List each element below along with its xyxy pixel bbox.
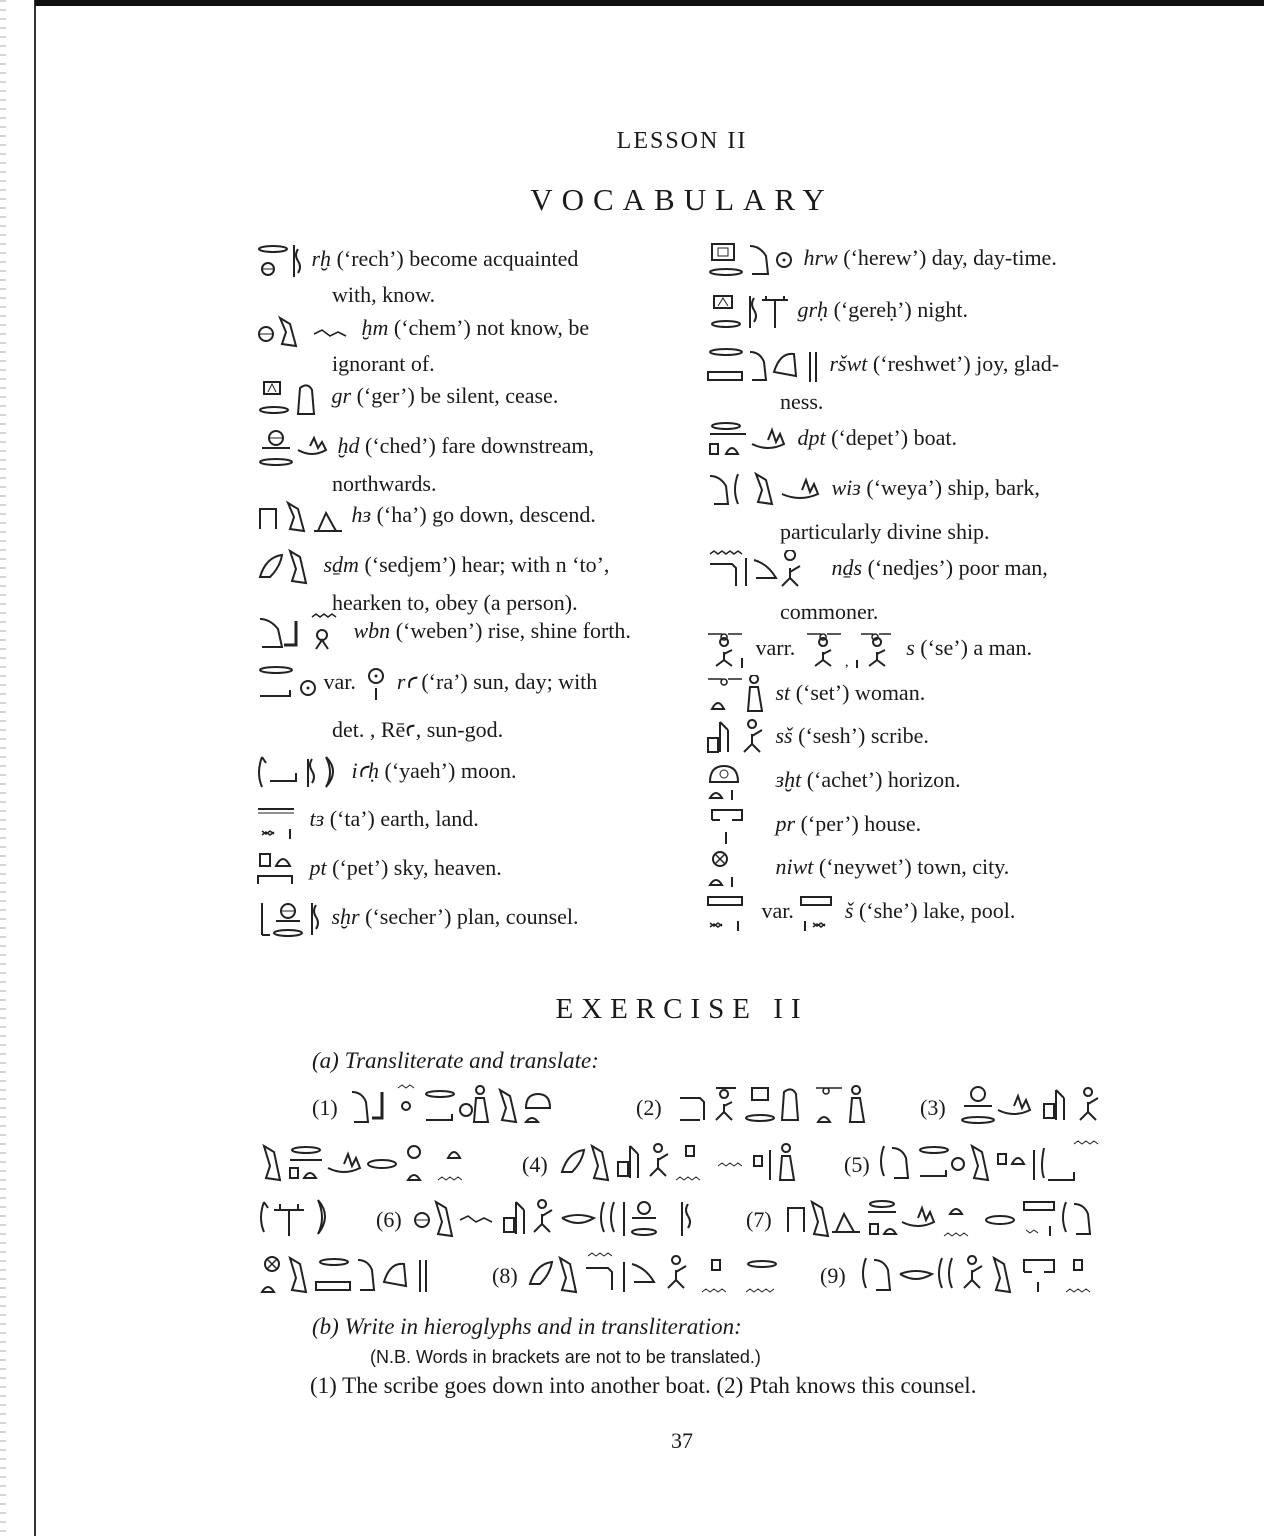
hieroglyph-pr-icon: [706, 806, 770, 846]
vocab-entry-rh: [256, 243, 661, 311]
translit: š: [844, 898, 854, 924]
gloss: (‘ta’) earth, land.: [329, 806, 479, 832]
vocab-entry-hm: [256, 312, 661, 380]
hieroglyph-she-icon: [706, 893, 756, 933]
vocab-entry-ta: [256, 801, 666, 841]
hieroglyph-hm-icon: [256, 312, 356, 348]
hieroglyph-wia-icon: [706, 470, 826, 510]
hieroglyph-sentence-2-icon: [676, 1084, 886, 1128]
vocab-entry-wbn: [256, 613, 666, 653]
label-a: (a): [312, 1048, 339, 1073]
translit: rꜥ: [396, 669, 416, 695]
translit: pr: [775, 811, 796, 837]
gloss-cont: with, know.: [332, 282, 436, 307]
sentence-number-8: (8): [492, 1263, 518, 1288]
vocab-entry-dpt: [706, 420, 1116, 460]
svg-text:,: ,: [844, 655, 849, 670]
translit: hrw: [803, 245, 838, 271]
gloss-cont: commoner.: [780, 599, 879, 624]
gloss-cont: ignorant of.: [332, 351, 435, 376]
hieroglyph-ta-icon: [256, 801, 304, 841]
man-variant-icon: [801, 630, 901, 670]
gloss-cont: det. , Rēꜥ, sun-god.: [332, 717, 504, 742]
sentence-number-3: (3): [920, 1095, 946, 1120]
gloss-cont: hearken to, obey (a person).: [332, 590, 578, 615]
sentence-number-9: (9): [820, 1263, 846, 1288]
translit: sš: [775, 723, 793, 749]
hieroglyph-hd-icon: [256, 428, 332, 468]
hieroglyph-sdm-icon: [256, 547, 318, 587]
gloss: (‘nedjes’) poor man,: [867, 555, 1048, 581]
hieroglyph-line-3a-icon: [258, 1196, 348, 1242]
hieroglyph-sentence-3-icon: [958, 1084, 1118, 1128]
hieroglyph-ss-icon: [706, 718, 770, 758]
gloss: (‘se’) a man.: [920, 635, 1033, 661]
hieroglyph-iah-icon: [256, 753, 346, 793]
gloss: (‘reshwet’) joy, glad-: [872, 351, 1060, 377]
gloss: (‘sedjem’) hear; with n ‘to’,: [364, 552, 610, 578]
vocab-entry-shr: [256, 899, 666, 939]
translit: niwt: [775, 854, 814, 880]
gloss: (‘she’) lake, pool.: [858, 898, 1016, 924]
gloss: (‘ched’) fare downstream,: [365, 433, 595, 459]
translit: grḥ: [797, 297, 829, 323]
hieroglyph-line-2a-icon: [258, 1140, 488, 1186]
vocab-entry-sdm: [256, 547, 666, 619]
gloss: (‘yaeh’) moon.: [384, 758, 517, 784]
sentence-number-7: (7): [746, 1207, 772, 1232]
vocab-entry-aht: [706, 762, 1116, 802]
translit: tɜ: [309, 806, 325, 832]
sentence-number-6: (6): [376, 1207, 402, 1232]
translit: dpt: [797, 425, 826, 451]
vocab-entry-hd: [256, 428, 661, 500]
translit: ršwt: [829, 351, 868, 377]
sentence-number-1: (1): [312, 1095, 338, 1120]
hieroglyph-rswt-icon: [706, 346, 824, 386]
gloss: (‘per’) house.: [800, 811, 922, 837]
hieroglyph-gr-icon: [256, 380, 326, 416]
vocab-entry-ss: [706, 718, 1116, 758]
hieroglyph-wbn-icon: [256, 613, 348, 653]
vocab-entry-wia: [706, 470, 1116, 548]
translit: ḫm: [361, 315, 389, 341]
hieroglyph-sentence-7-icon: [784, 1196, 1110, 1242]
hieroglyph-st-icon: [706, 675, 770, 715]
gloss: (‘weben’) rise, shine forth.: [395, 618, 631, 644]
vocab-entry-she: [706, 893, 1116, 933]
translit: ḫd: [337, 433, 360, 459]
translit: wbn: [353, 618, 391, 644]
hieroglyph-sentence-1-icon: [346, 1084, 596, 1128]
sentence-number-2: (2): [636, 1095, 662, 1120]
translit: gr: [331, 383, 352, 409]
var-label: var.: [323, 669, 356, 695]
nb-note: (N.B. Words in brackets are not to be translated.): [370, 1347, 761, 1367]
hieroglyph-sentence-4-icon: [558, 1140, 818, 1186]
hieroglyph-nds-icon: [706, 550, 826, 590]
translit: nḏs: [831, 555, 863, 581]
sun-disk-icon: [361, 664, 391, 704]
gloss: (‘pet’) sky, heaven.: [332, 855, 502, 881]
hieroglyph-rh-icon: [256, 243, 306, 279]
gloss: (‘achet’) horizon.: [806, 767, 961, 793]
page-edge: [0, 0, 6, 1536]
gloss: (‘chem’) not know, be: [393, 315, 590, 341]
hieroglyph-grh-icon: [706, 292, 792, 332]
page-number: 37: [671, 1428, 693, 1453]
hieroglyph-dpt-icon: [706, 420, 792, 460]
hieroglyph-shr-icon: [256, 899, 326, 939]
vocab-entry-pt: [256, 850, 666, 890]
gloss-cont: particularly divine ship.: [780, 519, 990, 544]
hieroglyph-sentence-6-icon: [412, 1196, 702, 1242]
label-b: (b): [312, 1314, 339, 1339]
var-label: var.: [761, 898, 794, 924]
hieroglyph-hrw-icon: [706, 240, 798, 280]
translit: sḏm: [323, 552, 359, 578]
vocabulary-title: VOCABULARY: [530, 182, 834, 217]
translit: ɜḫt: [775, 767, 802, 793]
vocab-entry-ha: [256, 499, 661, 535]
gloss: (‘herew’) day, day-time.: [843, 245, 1057, 271]
hieroglyph-sentence-9-icon: [860, 1252, 1110, 1298]
instruction-b: [312, 1314, 742, 1340]
translit: iꜥḥ: [351, 758, 379, 784]
hieroglyph-ra-icon: [256, 664, 318, 704]
translit: s: [906, 635, 915, 661]
translit: wiɜ: [831, 475, 861, 501]
translit: rḫ: [311, 246, 332, 272]
vocab-entry-ra: [256, 664, 666, 746]
hieroglyph-pt-icon: [256, 850, 304, 890]
gloss: (‘rech’) become acquainted: [336, 246, 579, 272]
hieroglyph-s-icon: [706, 630, 750, 670]
gloss: (‘sesh’) scribe.: [798, 723, 929, 749]
hieroglyph-niwt-icon: [706, 849, 770, 889]
vocab-entry-pr: [706, 806, 1116, 846]
gloss-cont: northwards.: [332, 471, 437, 496]
sentence-number-5: (5): [844, 1152, 870, 1177]
hieroglyph-sentence-8-icon: [526, 1252, 786, 1298]
instruction-a: [312, 1048, 599, 1074]
vocab-entry-iah: [256, 753, 666, 793]
hieroglyph-sentence-5-icon: [878, 1140, 1108, 1186]
hieroglyph-aht-icon: [706, 762, 770, 802]
vocab-entry-niwt: [706, 849, 1116, 889]
gloss: (‘depet’) boat.: [831, 425, 957, 451]
translit: sḫr: [331, 904, 360, 930]
gloss: (‘set’) woman.: [795, 680, 926, 706]
vocab-entry-nds: [706, 550, 1116, 628]
gloss: (‘ger’) be silent, cease.: [356, 383, 559, 409]
gloss: (‘secher’) plan, counsel.: [365, 904, 579, 930]
varr-label: varr.: [755, 635, 796, 661]
gloss: (‘ha’) go down, descend.: [376, 502, 596, 528]
exercise-title: EXERCISE II: [555, 993, 809, 1025]
hieroglyph-ha-icon: [256, 499, 346, 535]
hieroglyph-line-4a-icon: [258, 1252, 458, 1298]
gloss: (‘ra’) sun, day; with: [421, 669, 598, 695]
gloss: (‘gereḥ’) night.: [833, 297, 968, 323]
gloss: (‘weya’) ship, bark,: [866, 475, 1040, 501]
instruction-a-text: Transliterate and translate:: [344, 1048, 599, 1073]
vocab-entry-rswt: [706, 346, 1126, 418]
translit: hɜ: [351, 502, 372, 528]
lake-variant-icon: [799, 893, 839, 933]
sentence-number-4: (4): [522, 1152, 548, 1177]
vocab-entry-gr: [256, 380, 661, 416]
vocab-entry-st: [706, 675, 1116, 715]
instruction-b-text: Write in hieroglyphs and in transliteration:: [344, 1314, 742, 1339]
exercise-b-sentences: (1) The scribe goes down into another boat. (2) Ptah knows this counsel.: [310, 1373, 977, 1398]
gloss-cont: ness.: [780, 389, 824, 414]
lesson-heading: LESSON II: [616, 128, 748, 154]
translit: pt: [309, 855, 327, 881]
vocab-entry-grh: [706, 292, 1116, 332]
vocab-entry-s: [706, 630, 1116, 670]
left-border-line: [34, 0, 36, 1536]
translit: st: [775, 680, 791, 706]
gloss: (‘neywet’) town, city.: [818, 854, 1010, 880]
vocab-entry-hrw: [706, 240, 1116, 280]
top-border-line: [35, 0, 1264, 6]
